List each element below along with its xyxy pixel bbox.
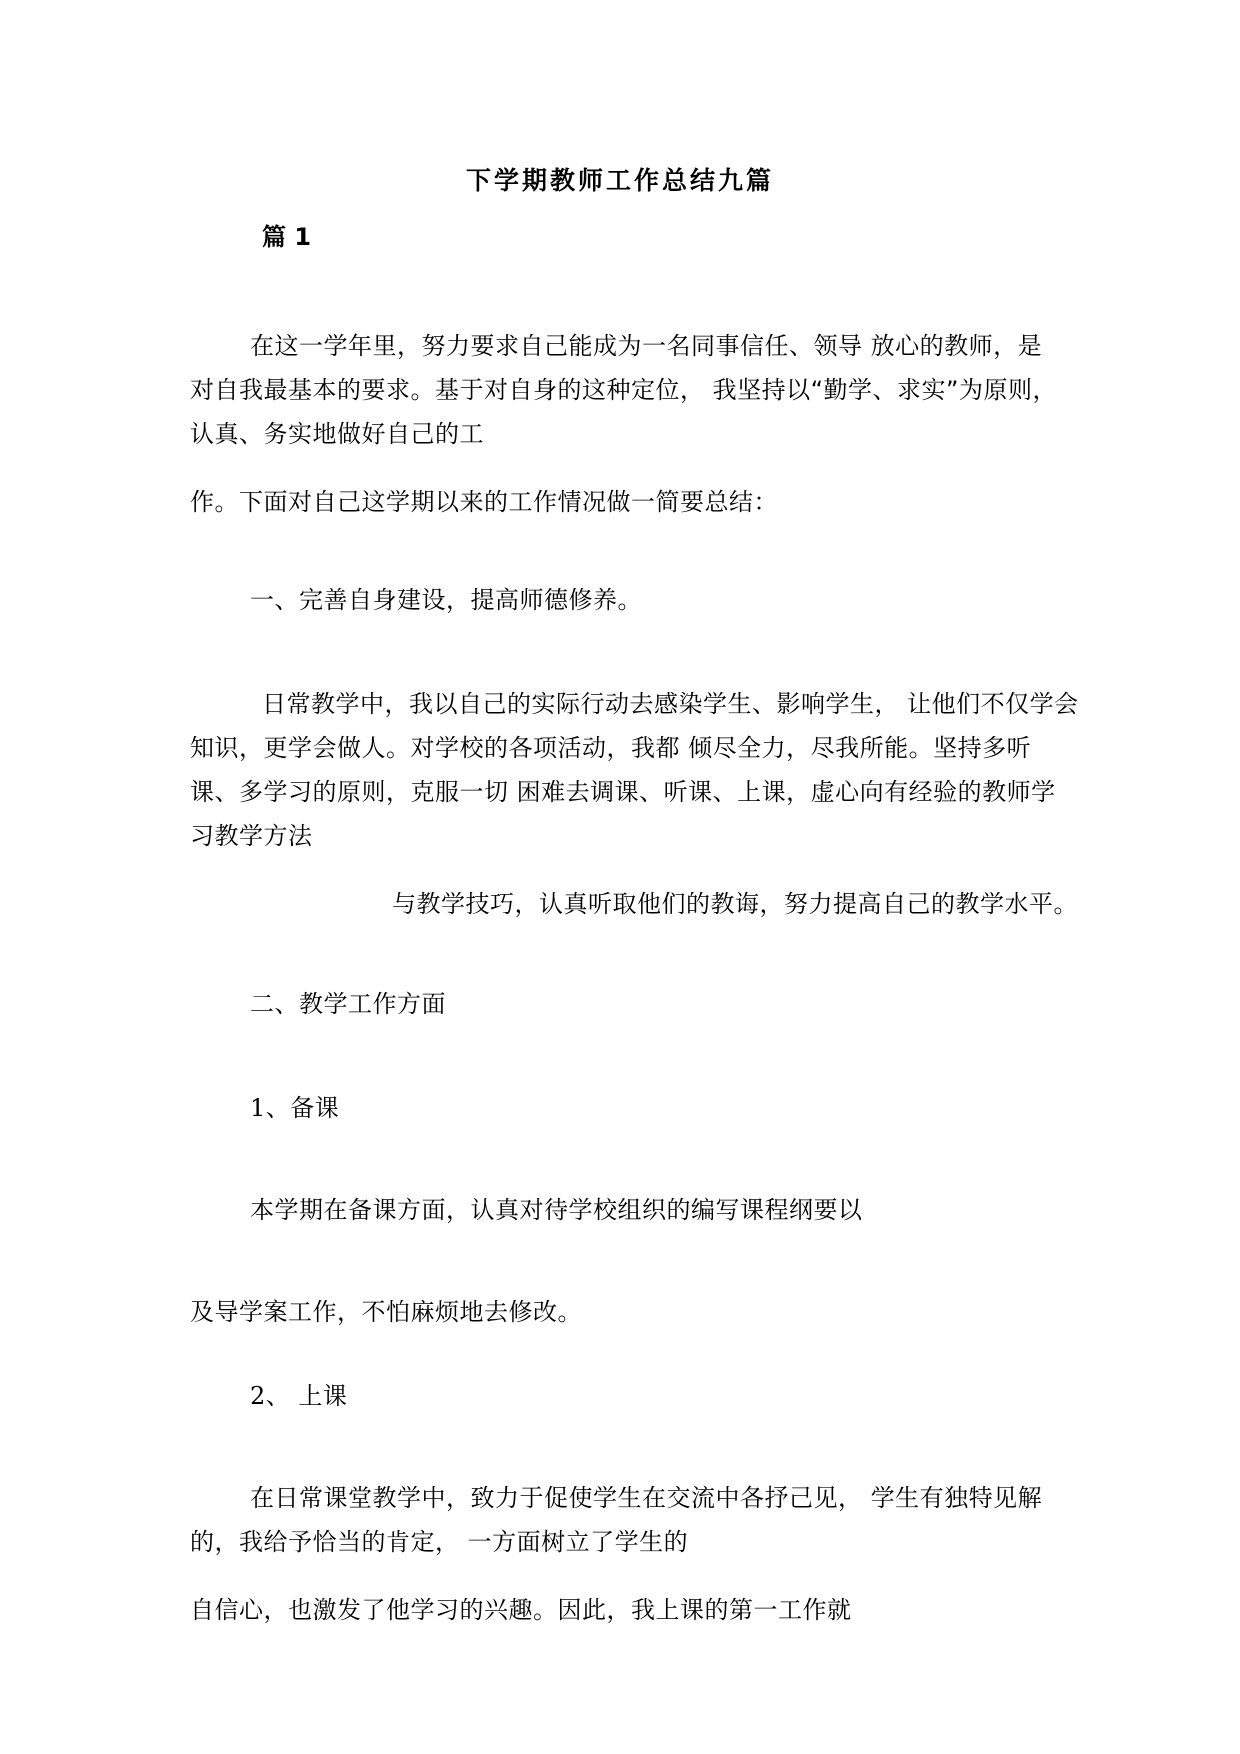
paragraph-line: 在这一学年里，努力要求自己能成为一名同事信任、领导 放心的教师，是 [250, 332, 1043, 360]
section-heading-text: 篇 1 [262, 223, 312, 251]
subheading-text: 、 上课 [265, 1382, 348, 1410]
subheading-number: 2 [250, 1382, 266, 1410]
paragraph-line: 的，我给予恰当的肯定， 一方面树立了学生的 [190, 1528, 689, 1556]
subheading-1 [250, 1092, 339, 1124]
paragraph-line: 认真、务实地做好自己的工 [190, 420, 484, 448]
paragraph-line: 对自我最基本的要求。基于对自身的这种定位， 我坚持以“勤学、求实”为原则， [190, 376, 1057, 404]
paragraph-line: 本学期在备课方面，认真对待学校组织的编写课程纲要以 [250, 1196, 863, 1224]
heading-2: 二、教学工作方面 [250, 990, 446, 1018]
paragraph-line: 在日常课堂教学中，致力于促使学生在交流中各抒己见， 学生有独特见解 [250, 1484, 1043, 1512]
paragraph-line: 及导学案工作，不怕麻烦地去修改。 [190, 1298, 582, 1326]
paragraph-line: 与教学技巧，认真听取他们的教诲，努力提高自己的教学水平。 [392, 890, 1078, 918]
paragraph-line: 习教学方法 [190, 822, 313, 850]
subheading-text: 、备课 [265, 1094, 340, 1122]
heading-1: 一、完善自身建设，提高师德修养。 [250, 586, 642, 614]
paragraph-line: 自信心，也激发了他学习的兴趣。因此，我上课的第一工作就 [190, 1596, 852, 1624]
paragraph-line: 课、多学习的原则，克服一切 困难去调课、听课、上课，虚心向有经验的教师学 [190, 778, 1056, 806]
section-heading [262, 220, 311, 254]
subheading-number: 1 [250, 1094, 266, 1122]
paragraph-line: 知识，更学会做人。对学校的各项活动，我都 倾尽全力，尽我所能。坚持多听 [190, 734, 1032, 762]
subheading-2 [250, 1380, 347, 1412]
paragraph-line: 作。下面对自己这学期以来的工作情况做一简要总结： [190, 488, 778, 516]
document-title: 下学期教师工作总结九篇 [465, 166, 774, 195]
paragraph-line: 日常教学中，我以自己的实际行动去感染学生、影响学生， 让他们不仅学会 [262, 690, 1079, 718]
